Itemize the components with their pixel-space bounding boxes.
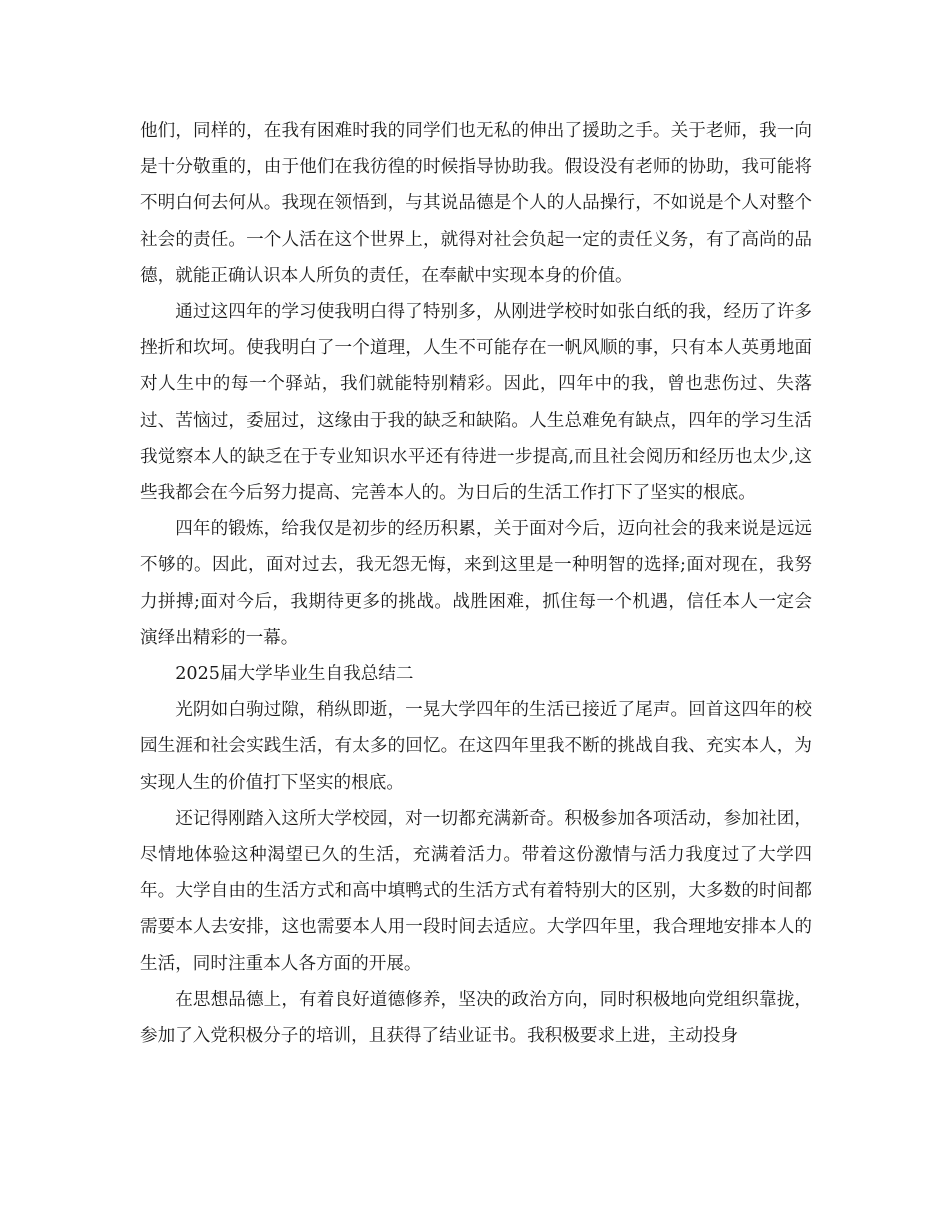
section-heading: 2025届大学毕业生自我总结二 bbox=[175, 664, 414, 685]
paragraph-5: 还记得刚踏入这所大学校园，对一切都充满新奇。积极参加各项活动，参加社团，尽情地体验这种渴望已久的生活，充满着活力。带着这份激情与活力我度过了大学四年。大学自由的生活方式和高中填鸭式的生活方式有着特别大的区别，大多数的时间都需要本人去安排，这也需要本人用一段时间去适应。大学四年里，我合理地安排本人的生活，同时注重本人各方面的开展。 bbox=[140, 808, 812, 974]
document-body bbox=[140, 113, 812, 1054]
paragraph-6: 在思想品德上，有着良好道德修养，坚决的政治方向，同时积极地向党组织靠拢，参加了入党积极分子的培训，且获得了结业证书。我积极要求上进，主动投身 bbox=[140, 989, 812, 1047]
paragraph-2: 通过这四年的学习使我明白得了特别多，从刚进学校时如张白纸的我，经历了许多挫折和坎坷。使我明白了一个道理，人生不可能存在一帆风顺的事，只有本人英勇地面对人生中的每一个驿站，我们就能特别精彩。因此，四年中的我，曾也悲伤过、失落过、苦恼过，委屈过，这缘由于我的缺乏和缺陷。人生总难免有缺点，四年的学习生活我觉察本人的缺乏在于专业知识水平还有待进一步提高,而且社会阅历和经历也太少,这些我都会在今后努力提高、完善本人的。为日后的生活工作打下了坚实的根底。 bbox=[140, 302, 812, 504]
paragraph-4: 光阴如白驹过隙，稍纵即逝，一晃大学四年的生活已接近了尾声。回首这四年的校园生涯和社会实践生活，有太多的回忆。在这四年里我不断的挑战自我、充实本人，为实现人生的价值打下坚实的根底。 bbox=[140, 700, 812, 793]
paragraph-3: 四年的锻炼，给我仅是初步的经历积累，关于面对今后，迈向社会的我来说是远远不够的。因此，面对过去，我无怨无悔，来到这里是一种明智的选择;面对现在，我努力拼搏;面对今后，我期待更多的挑战。战胜困难，抓住每一个机遇，信任本人一定会演绎出精彩的一幕。 bbox=[140, 519, 812, 648]
paragraph-1: 他们，同样的，在我有困难时我的同学们也无私的伸出了援助之手。关于老师，我一向是十分敬重的，由于他们在我彷徨的时候指导协助我。假设没有老师的协助，我可能将不明白何去何从。我现在领悟到，与其说品德是个人的人品操行，不如说是个人对整个社会的责任。一个人活在这个世界上，就得对社会负起一定的责任义务，有了高尚的品德，就能正确认识本人所负的责任，在奉献中实现本身的价值。 bbox=[140, 121, 812, 286]
